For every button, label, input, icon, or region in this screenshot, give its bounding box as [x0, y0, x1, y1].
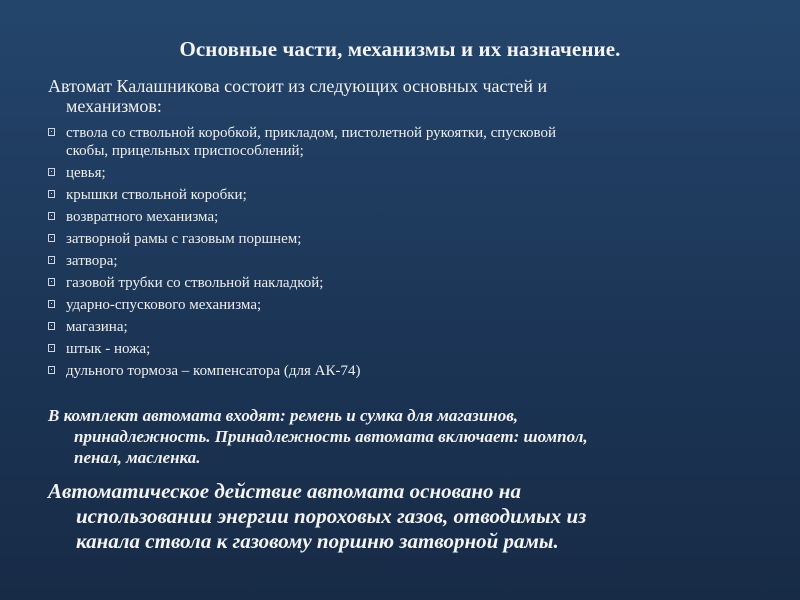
list-item: [48, 362, 768, 380]
bullet-icon: [48, 366, 55, 374]
list-item-text: газовой трубки со ствольной накладкой;: [66, 275, 324, 291]
list-item-text: ударно-спускового механизма;: [66, 297, 262, 313]
intro-line: механизмов:: [66, 96, 162, 116]
list-item: [48, 340, 768, 358]
parts-list: [48, 124, 768, 384]
automation-line: Автоматическое действие автомата основано на: [48, 479, 521, 503]
bullet-icon: [48, 190, 55, 198]
bullet-icon: [48, 168, 55, 176]
list-item-text: крышки ствольной коробки;: [66, 187, 247, 203]
list-item-text: штык - ножа;: [66, 341, 151, 357]
list-item: [48, 296, 768, 314]
kit-line: В комплект автомата входят: ремень и сумка для магазинов,: [48, 406, 519, 425]
bullet-icon: [48, 300, 55, 308]
intro-line: Автомат Калашникова состоит из следующих основных частей и: [48, 76, 548, 96]
list-item-text: ствола со ствольной коробкой, прикладом, пистолетной рукоятки, спусковой: [66, 125, 557, 141]
kit-paragraph: [48, 405, 778, 468]
bullet-icon: [48, 278, 55, 286]
list-item: [48, 124, 768, 160]
list-item-text: затвора;: [66, 253, 118, 269]
list-item: [48, 252, 768, 270]
slide-title: Основные части, механизмы и их назначение.: [179, 37, 621, 61]
list-item: [48, 186, 768, 204]
list-item-text: цевья;: [66, 165, 106, 181]
automation-paragraph: [48, 479, 778, 554]
kit-line: пенал, масленка.: [74, 448, 201, 467]
list-item: [48, 274, 768, 292]
list-item-text: магазина;: [66, 319, 128, 335]
bullet-icon: [48, 344, 55, 352]
bullet-icon: [48, 128, 55, 136]
list-item-text: возвратного механизма;: [66, 209, 219, 225]
bullet-icon: [48, 322, 55, 330]
list-item: [48, 208, 768, 226]
list-item: [48, 230, 768, 248]
list-item-text: затворной рамы с газовым поршнем;: [66, 231, 302, 247]
list-item-text: дульного тормоза – компенсатора (для АК-74): [66, 363, 361, 379]
list-item: [48, 164, 768, 182]
kit-line: принадлежность. Принадлежность автомата включает: шомпол,: [74, 427, 588, 446]
intro-text: [48, 76, 768, 116]
list-item: [48, 318, 768, 336]
bullet-icon: [48, 234, 55, 242]
bullet-icon: [48, 212, 55, 220]
bullet-icon: [48, 256, 55, 264]
list-item-text: скобы, прицельных приспособлений;: [66, 143, 304, 159]
automation-line: использовании энергии пороховых газов, отводимых из: [76, 504, 587, 528]
automation-line: канала ствола к газовому поршню затворной рамы.: [76, 529, 559, 553]
